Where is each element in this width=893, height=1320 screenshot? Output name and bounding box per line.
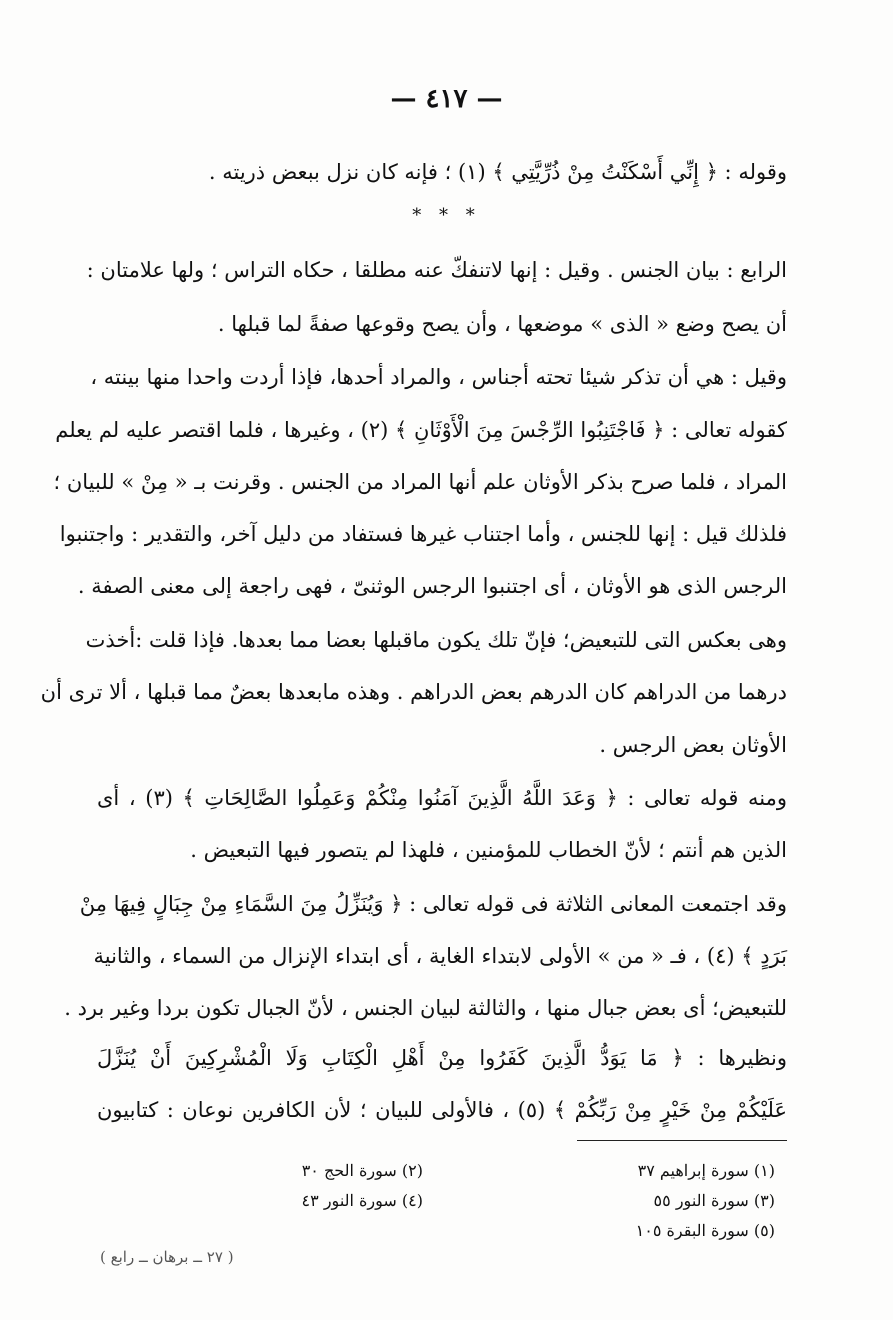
footnote-2: (٢) سورة الحج ٣٠ xyxy=(301,1161,423,1180)
text-line-1: وقوله : ﴿ إِنِّي أَسْكَنْتُ مِنْ ذُرِّيَّتِي ﴾ (١) ؛ فإنه كان نزل ببعض ذريته . xyxy=(208,160,787,184)
footnote-rule xyxy=(577,1140,787,1141)
text-line-12: ومنه قوله تعالى : ﴿ وَعَدَ اللَّهُ الَّذِينَ آمَنُوا مِنْكُمْ وَعَمِلُوا الصَّالِحَاتِ ﴾ (٣) ، أى xyxy=(97,786,787,810)
text-line-2: الرابع : بيان الجنس . وقيل : إنها لاتنفكّ عنه مطلقا ، حكاه التراس ؛ ولها علامتان : xyxy=(86,258,787,282)
text-line-16: للتبعيض؛ أى بعض جبال منها ، والثالثة لبيان الجنس ، لأنّ الجبال تكون بردا وغير برد . xyxy=(64,996,787,1020)
signature-mark: ( ٢٧ ــ برهان ــ رابع ) xyxy=(100,1248,234,1266)
footnote-5: (٥) سورة البقرة ١٠٥ xyxy=(635,1221,775,1240)
text-line-7: فلذلك قيل : إنها للجنس ، وأما اجتناب غيرها فستفاد من دليل آخر، والتقدير : واجتنبوا xyxy=(59,522,787,546)
text-line-13: الذين هم أنتم ؛ لأنّ الخطاب للمؤمنين ، فلهذا لم يتصور فيها التبعيض . xyxy=(190,838,787,862)
text-line-3: أن يصح وضع « الذى » موضعها ، وأن يصح وقوعها صفةً لما قبلها . xyxy=(217,312,787,336)
section-separator: * * * xyxy=(412,205,481,226)
footnote-1: (١) سورة إبراهيم ٣٧ xyxy=(637,1161,775,1180)
text-line-4: وقيل : هي أن تذكر شيئا تحته أجناس ، والمراد أحدها، فإذا أردت واحدا منها بينته ، xyxy=(90,365,787,389)
text-line-14: وقد اجتمعت المعانى الثلاثة فى قوله تعالى : ﴿ وَيُنَزِّلُ مِنَ السَّمَاءِ مِنْ جِبَالٍ فِيهَا مِنْ xyxy=(79,892,787,916)
page-number: — ٤١٧ — xyxy=(390,84,503,114)
text-line-17: ونظيرها : ﴿ مَا يَوَدُّ الَّذِينَ كَفَرُوا مِنْ أَهْلِ الْكِتَابِ وَلَا الْمُشْرِكِينَ أَنْ يُنَزَّلَ xyxy=(97,1046,787,1070)
text-line-8: الرجس الذى هو الأوثان ، أى اجتنبوا الرجس الوثنىّ ، فهى راجعة إلى معنى الصفة . xyxy=(77,574,787,598)
text-line-11: الأوثان بعض الرجس . xyxy=(599,733,787,757)
text-line-9: وهى بعكس التى للتبعيض؛ فإنّ تلك يكون ماقبلها بعضا مما بعدها. فإذا قلت :أخذت xyxy=(85,628,787,652)
text-line-18: عَلَيْكُمْ مِنْ خَيْرٍ مِنْ رَبِّكُمْ ﴾ (٥) ، فالأولى للبيان ؛ لأن الكافرين نوعان : كتابيون xyxy=(97,1098,787,1122)
text-line-5: كقوله تعالى : ﴿ فَاجْتَنِبُوا الرِّجْسَ مِنَ الْأَوْثَانِ ﴾ (٢) ، وغيرها ، فلما اقتصر عليه لم يعلم xyxy=(55,418,787,442)
text-line-6: المراد ، فلما صرح بذكر الأوثان علم أنها المراد من الجنس . وقرنت بـ « مِنْ » للبيان ؛ xyxy=(53,470,787,494)
footnote-3: (٣) سورة النور ٥٥ xyxy=(653,1191,775,1210)
footnote-4: (٤) سورة النور ٤٣ xyxy=(301,1191,423,1210)
text-line-10: درهما من الدراهم كان الدرهم بعض الدراهم . وهذه مابعدها بعضٌ مما قبلها ، ألا ترى أن xyxy=(40,680,787,704)
text-line-15: بَرَدٍ ﴾ (٤) ، فـ « من » الأولى لابتداء الغاية ، أى ابتداء الإنزال من السماء ، والثانية xyxy=(93,944,787,968)
